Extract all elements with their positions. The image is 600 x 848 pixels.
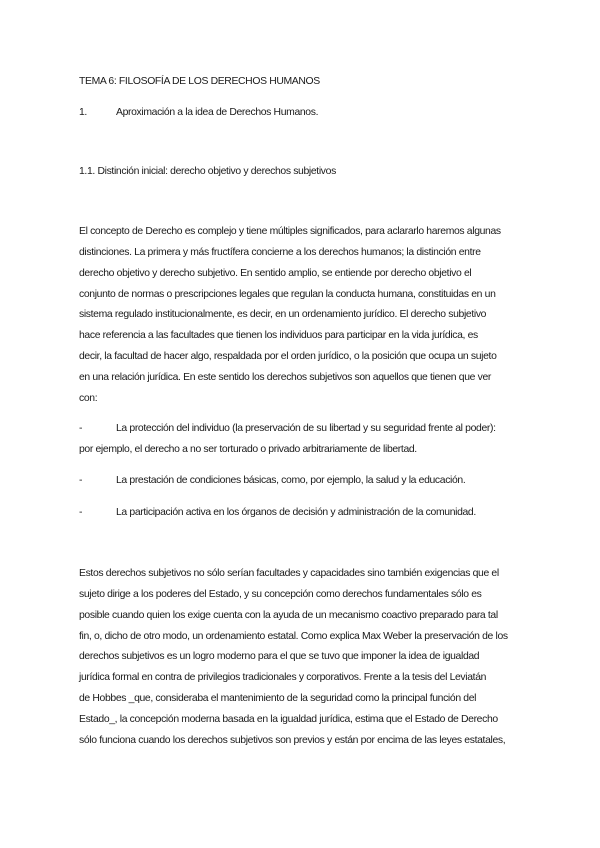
- paragraph-line: Estos derechos subjetivos no sólo serían facultades y capacidades sino también exigencias que el: [79, 568, 499, 579]
- bullet-text: La protección del individuo (la preservación de su libertad y su seguridad frente al poder):: [116, 423, 496, 434]
- paragraph-2: [79, 564, 515, 752]
- paragraph-line: en una relación jurídica. En este sentido los derechos subjetivos son aquellos que tienen que ver: [79, 371, 491, 383]
- paragraph-1: [79, 222, 515, 410]
- bullet-text: por ejemplo, el derecho a no ser torturado o privado arbitrariamente de libertad.: [79, 443, 417, 455]
- paragraph-line: posible cuando quien los exige cuenta con la ayuda de un mecanismo coactivo preparado para tal: [79, 609, 498, 621]
- paragraph-line: con:: [79, 392, 98, 404]
- paragraph-line: de Hobbes _que, consideraba el mantenimiento de la seguridad como la principal función del: [79, 693, 477, 705]
- bullet-item: [79, 503, 519, 524]
- bullet-dash: -: [79, 423, 83, 434]
- bullet-dash: -: [79, 475, 83, 486]
- paragraph-line: derechos subjetivos es un logro moderno para el que se tuvo que imponer la idea de igualdad: [79, 651, 480, 663]
- section-number: 1.: [79, 107, 87, 118]
- paragraph-line: decir, la facultad de hacer algo, respaldada por el orden jurídico, o la posición que ocupa un sujeto: [79, 351, 497, 363]
- paragraph-line: fin, o, dicho de otro modo, un ordenamiento estatal. Como explica Max Weber la preservación de los: [79, 630, 508, 642]
- paragraph-line: sistema regulado institucionalmente, es decir, en un ordenamiento jurídico. El derecho subjetivo: [79, 309, 487, 321]
- subsection-heading: 1.1. Distinción inicial: derecho objetivo y derechos subjetivos: [79, 166, 336, 177]
- bullet-item: [79, 419, 519, 461]
- paragraph-line: sujeto dirige a los poderes del Estado, y su concepción como derechos fundamentales sólo es: [79, 588, 482, 600]
- document-title: TEMA 6: FILOSOFÍA DE LOS DERECHOS HUMANOS: [79, 76, 320, 87]
- paragraph-line: jurídica formal en contra de privilegios tradicionales y corporativos. Frente a la tesis del Leviatán: [79, 672, 487, 684]
- bullet-text: La participación activa en los órganos de decisión y administración de la comunidad.: [116, 507, 476, 518]
- paragraph-line: El concepto de Derecho es complejo y tiene múltiples significados, para aclararlo haremos algunas: [79, 226, 501, 237]
- bullet-item: [79, 471, 519, 492]
- paragraph-line: conjunto de normas o prescripciones legales que regulan la conducta humana, constituidas en un: [79, 288, 496, 300]
- paragraph-line: sólo funciona cuando los derechos subjetivos son previos y están por encima de las leyes estatales,: [79, 734, 506, 746]
- bullet-dash: -: [79, 507, 83, 518]
- bullet-text: La prestación de condiciones básicas, como, por ejemplo, la salud y la educación.: [116, 475, 466, 486]
- section-heading: Aproximación a la idea de Derechos Humanos.: [116, 107, 319, 118]
- paragraph-line: distinciones. La primera y más fructífera concierne a los derechos humanos; la distinción entre: [79, 246, 481, 258]
- paragraph-line: hace referencia a las facultades que tienen los individuos para participar en la vida jurídica, es: [79, 330, 478, 342]
- paragraph-line: Estado_, la concepción moderna basada en la igualdad jurídica, estima que el Estado de Derecho: [79, 713, 498, 725]
- paragraph-line: derecho objetivo y derecho subjetivo. En sentido amplio, se entiende por derecho objetivo el: [79, 267, 472, 279]
